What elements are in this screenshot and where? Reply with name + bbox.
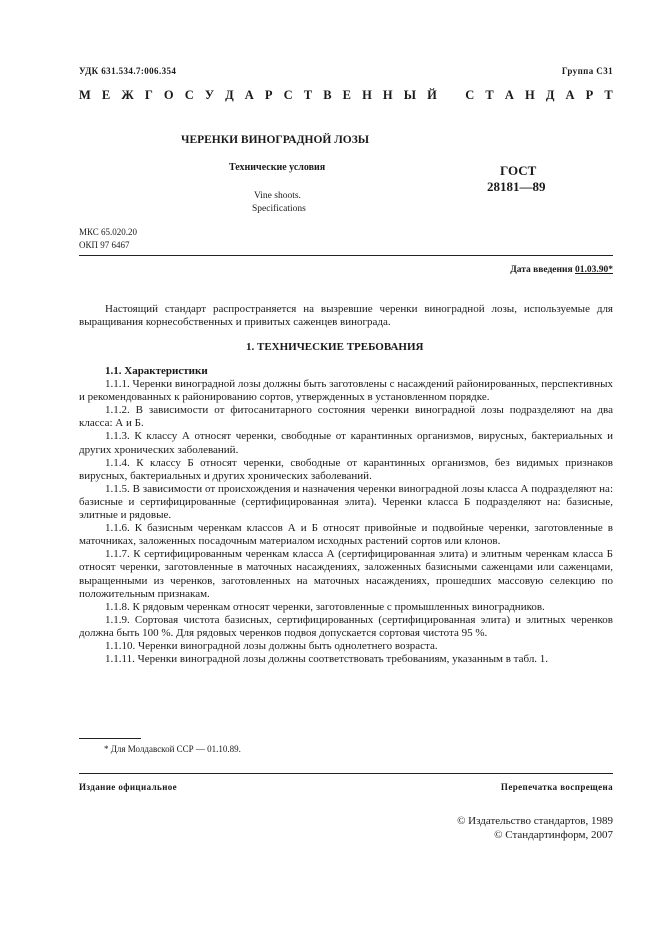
document-subtitle: Технические условия [229, 162, 326, 173]
paragraph-1-1-3: 1.1.3. К классу А относят черенки, свободные от карантинных организмов, вирусных, бактериальных и других хронических заболеваний. [79, 430, 613, 456]
banner-letter: Г [144, 88, 153, 102]
paragraph-1-1-4: 1.1.4. К классу Б относят черенки, свободные от карантинных организмов, без видимых признаков вирусных, бактериальных и других хронических заболеваний. [79, 456, 613, 482]
subsection-title: 1.1. Характеристики [105, 365, 208, 377]
banner-letter: С [184, 88, 194, 102]
copyright-line-1: © Издательство стандартов, 1989 [457, 815, 613, 827]
banner-letter: Ы [403, 88, 417, 102]
official-edition: Издание официальное [79, 782, 178, 792]
banner-letter: О [163, 88, 174, 102]
footnote: * Для Молдавской ССР — 01.10.89. [104, 744, 241, 754]
english-title-line-1: Vine shoots. [254, 191, 301, 201]
paragraph-1-1-10: 1.1.10. Черенки виноградной лозы должны быть однолетнего возраста. [105, 639, 438, 652]
banner-letter: А [565, 88, 575, 102]
banner-letter: Р [585, 88, 594, 102]
mks-code: МКС 65.020.20 [79, 227, 138, 237]
banner-letter: С [465, 88, 475, 102]
banner-letter: Д [225, 88, 234, 102]
gost-label: ГОСТ [500, 163, 537, 178]
banner-letter: Е [101, 88, 111, 102]
footer-divider [79, 773, 613, 774]
banner-letter: М [79, 88, 91, 102]
banner-letter: Й [427, 88, 437, 102]
paragraph-1-1-8: 1.1.8. К рядовым черенкам относят черенки, заготовленные с промышленных виноградников. [105, 600, 545, 613]
banner-letter: Т [485, 88, 494, 102]
banner-letter: А [244, 88, 254, 102]
banner-letter: В [323, 88, 332, 102]
paragraph-1-1-5: 1.1.5. В зависимости от происхождения и назначения черенки виноградной лозы класса А подразделяют на: базисные и сертифицированные (сертифицированная элита). Черенки класса Б подразделяют на: базисные, элитные и рядовые. [79, 482, 613, 522]
banner-letter: Н [362, 88, 372, 102]
banner-letter: А [504, 88, 514, 102]
interstate-standard-banner [79, 88, 613, 103]
copyright-block [457, 814, 613, 842]
banner-letter: С [283, 88, 293, 102]
paragraph-1-1-9: 1.1.9. Сортовая чистота базисных, сертифицированных (сертифицированная элита) и элитных черенков должна быть 100 %. Для рядовых черенков подвоя допускается сортовая чистота 95 %. [79, 613, 613, 639]
footnote-divider [79, 738, 141, 739]
intro-paragraph: Настоящий стандарт распространяется на вызревшие черенки виноградной лозы, используемые для выращивания корнесобственных и привитых саженцев винограда. [79, 303, 613, 329]
copyright-line-2: © Стандартинформ, 2007 [494, 829, 613, 841]
group-code: Группа С31 [561, 66, 613, 76]
header-divider [79, 255, 613, 256]
paragraph-1-1-1: 1.1.1. Черенки виноградной лозы должны быть заготовлены с насаждений районированных, перспективных и рекомендованных к районированию сортов, утвержденных в установленном порядке. [79, 378, 613, 404]
banner-letter: Т [303, 88, 313, 102]
okp-code: ОКП 97 6467 [79, 240, 130, 250]
document-title: ЧЕРЕНКИ ВИНОГРАДНОЙ ЛОЗЫ [181, 134, 370, 146]
banner-letter: Ж [121, 88, 134, 102]
banner-letter: Н [524, 88, 535, 102]
section-title: 1. ТЕХНИЧЕСКИЕ ТРЕБОВАНИЯ [246, 341, 424, 353]
paragraph-1-1-6: 1.1.6. К базисным черенкам классов А и Б относят привойные и подвойные черенки, заготовленные в маточниках, заложенных посадочным материалом исходных растений сортов или клонов. [79, 522, 613, 548]
paragraph-1-1-11: 1.1.11. Черенки виноградной лозы должны соответствовать требованиям, указанным в табл. 1. [105, 653, 549, 666]
banner-letter: Р [264, 88, 273, 102]
udk-code: УДК 631.534.7:006.354 [79, 66, 177, 76]
banner-letter: Т [604, 88, 613, 102]
banner-letter: У [204, 88, 214, 102]
banner-letter: Д [545, 88, 555, 102]
banner-letter: Н [382, 88, 393, 102]
english-title-line-2: Specifications [252, 204, 306, 214]
effective-date [510, 265, 613, 275]
banner-letter: Е [342, 88, 351, 102]
effective-date-value: 01.03.90* [575, 265, 613, 275]
requirements-body [79, 365, 613, 666]
paragraph-1-1-2: 1.1.2. В зависимости от фитосанитарного состояния черенки виноградной лозы подразделяют на два класса: А и Б. [79, 404, 613, 430]
reprint-prohibited: Перепечатка воспрещена [500, 782, 613, 792]
gost-number: 28181—89 [487, 179, 546, 194]
effective-date-label: Дата введения [510, 265, 573, 275]
paragraph-1-1-7: 1.1.7. К сертифицированным черенкам класса А (сертифицированная элита) и элитным черенкам класса Б относят черенки, заготовленные в маточных насаждениях, заложенных базисными саженцами или саженцами, выращенными из черенков, заготовленных на маточных насаждениях, прошедших массовую селекцию по положительным признакам. [79, 548, 613, 600]
banner-letter [448, 88, 454, 103]
